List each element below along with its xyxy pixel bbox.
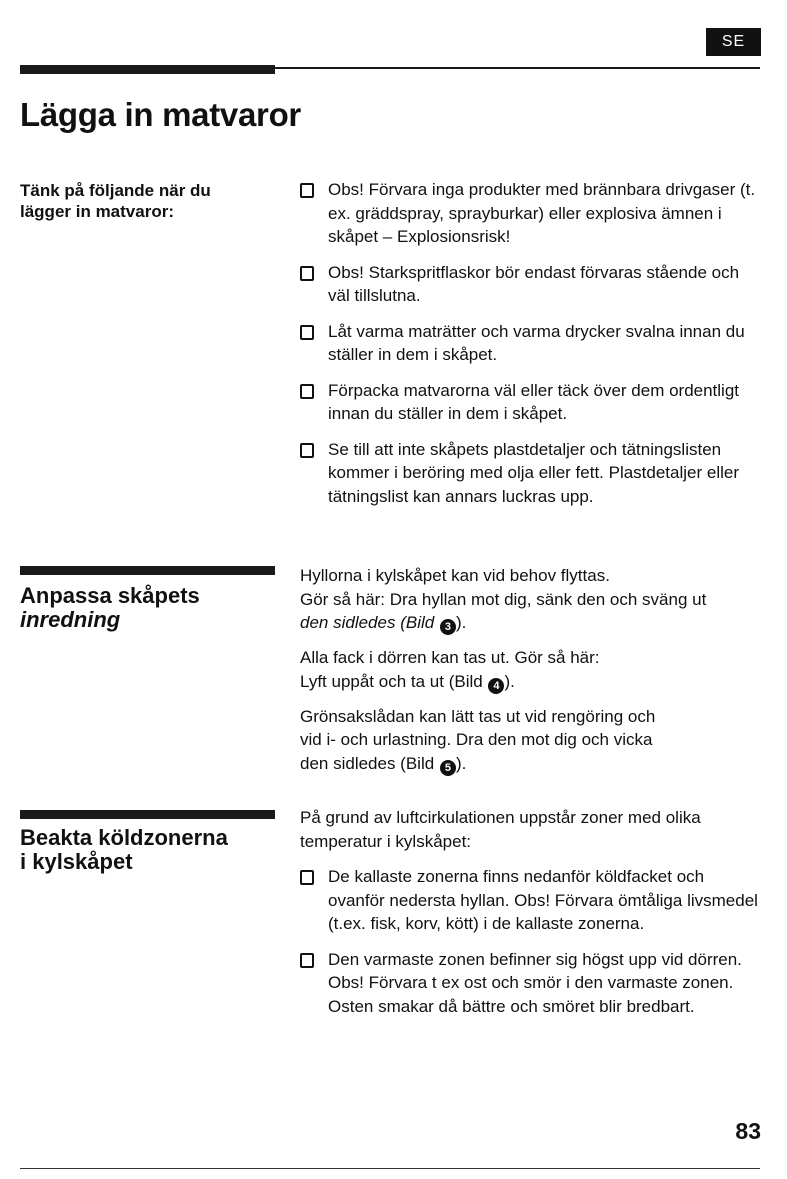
checkbox-icon	[300, 384, 314, 399]
figure-number-icon: 3	[440, 619, 456, 635]
zone-item: Den varmaste zonen befinner sig högst upp vid dörren. Obs! Förvara t ex ost och smör i den varmaste zonen. Osten smakar då bättre och smöret blir bredbart.	[300, 948, 760, 1019]
page-number: 83	[735, 1118, 761, 1144]
checkbox-icon	[300, 325, 314, 340]
figure-number-icon: 5	[440, 760, 456, 776]
figure-number-icon: 4	[488, 678, 504, 694]
page-title: Lägga in matvaror	[20, 96, 301, 133]
precautions-list	[300, 178, 760, 508]
checkbox-icon	[300, 443, 314, 458]
footer-rule	[20, 1168, 760, 1169]
zone-item: De kallaste zonerna finns nedanför köldfacket och ovanför nedersta hyllan. Obs! Förvara ömtåliga livsmedel (t.ex. fisk, korv, kött) i de kallaste zonerna.	[300, 865, 760, 936]
checkbox-icon	[300, 266, 314, 281]
section-title-interior: Anpassa skåpets inredning	[20, 583, 200, 632]
precaution-item: Förpacka matvarorna väl eller täck över dem ordentligt innan du ställer in dem i skåpet.	[300, 379, 760, 426]
zones-intro: På grund av luftcirkulationen uppstår zoner med olika temperatur i kylskåpet:	[300, 808, 701, 851]
zones-list	[300, 865, 760, 1018]
precaution-item: Obs! Starkspritflaskor bör endast förvaras stående och väl tillslutna.	[300, 261, 760, 308]
side-note: Tänk på följande när du lägger in matvaror:	[20, 181, 211, 221]
checkbox-icon	[300, 953, 314, 968]
shelves-paragraph: Hyllorna i kylskåpet kan vid behov flyttas. Gör så här: Dra hyllan mot dig, sänk den och sväng ut den sidledes (Bild 3 ).	[300, 566, 707, 633]
crisper-paragraph: Grönsakslådan kan lätt tas ut vid rengöring och vid i- och urlastning. Dra den mot dig och vicka den sidledes (Bild 5 ).	[300, 706, 656, 774]
interior-text	[300, 564, 760, 776]
precaution-item: Låt varma maträtter och varma drycker svalna innan du ställer in dem i skåpet.	[300, 320, 760, 367]
precautions-list-wrap	[300, 178, 760, 508]
zones-text	[300, 806, 760, 1018]
section-rule	[20, 566, 275, 575]
precaution-item: Se till att inte skåpets plastdetaljer och tätningslisten kommer i beröring med olja eller fett. Plastdetaljer eller tätningslist kan annars luckras upp.	[300, 438, 760, 509]
checkbox-icon	[300, 183, 314, 198]
section-title-zones: Beakta köldzonerna i kylskåpet	[20, 825, 228, 874]
door-paragraph: Alla fack i dörren kan tas ut. Gör så här: Lyft uppåt och ta ut (Bild 4 ).	[300, 648, 600, 692]
header-rule-thin	[275, 67, 760, 69]
header-rule-thick	[20, 65, 275, 74]
checkbox-icon	[300, 870, 314, 885]
language-badge: SE	[706, 28, 761, 56]
section-rule	[20, 810, 275, 819]
precaution-item: Obs! Förvara inga produkter med brännbara drivgaser (t. ex. gräddspray, sprayburkar) eller explosiva ämnen i skåpet – Explosionsrisk!	[300, 178, 760, 249]
